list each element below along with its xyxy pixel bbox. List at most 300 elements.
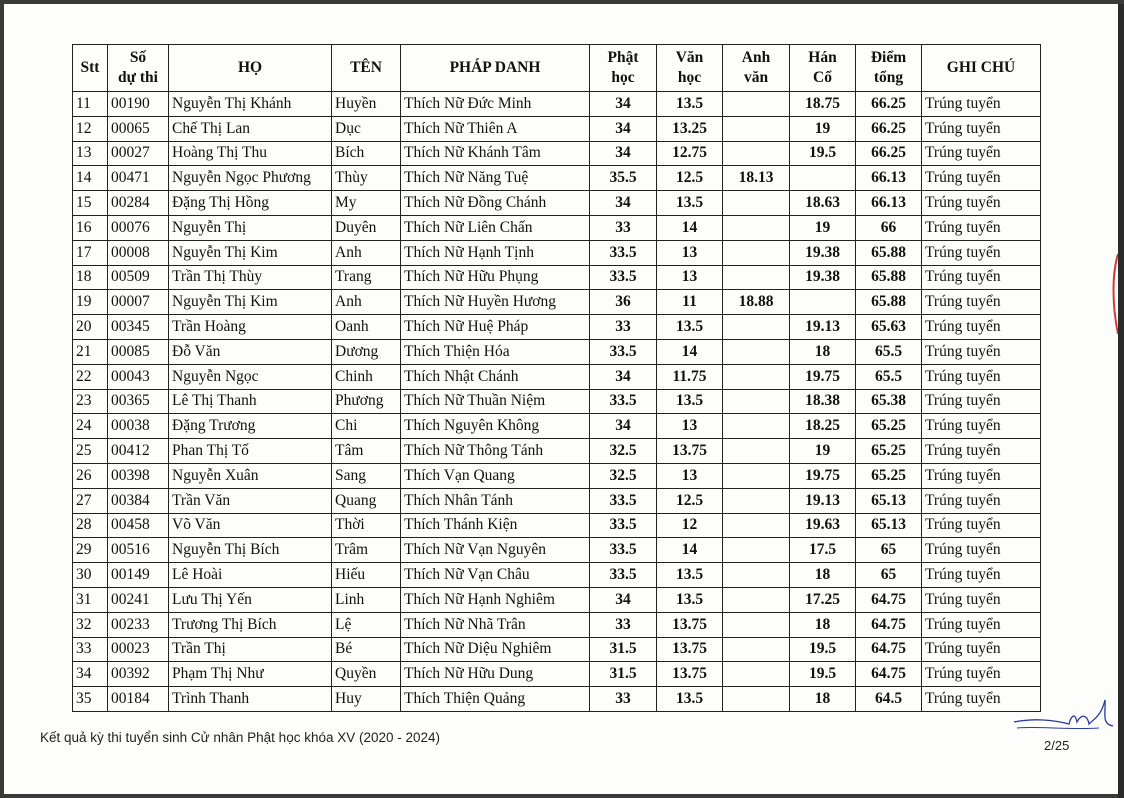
cell-van-hoc: 13.5 bbox=[657, 315, 723, 340]
cell-ghi-chu: Trúng tuyển bbox=[922, 637, 1041, 662]
cell-so-du-thi: 00471 bbox=[108, 166, 169, 191]
cell-diem-tong: 65.5 bbox=[856, 364, 922, 389]
cell-ten: Huy bbox=[332, 687, 401, 712]
cell-ho: Trần Thị Thùy bbox=[169, 265, 332, 290]
cell-ho: Phạm Thị Như bbox=[169, 662, 332, 687]
cell-phap-danh: Thích Nữ Liên Chấn bbox=[401, 215, 590, 240]
cell-stt: 15 bbox=[73, 191, 108, 216]
page-edge-shadow bbox=[1118, 4, 1124, 798]
cell-han-co: 19.5 bbox=[790, 662, 856, 687]
cell-ho: Lê Hoài bbox=[169, 563, 332, 588]
cell-anh-van: 18.13 bbox=[723, 166, 790, 191]
cell-phap-danh: Thích Thiện Quảng bbox=[401, 687, 590, 712]
cell-phat-hoc: 34 bbox=[590, 116, 657, 141]
cell-stt: 31 bbox=[73, 587, 108, 612]
cell-ho: Nguyễn Thị Kim bbox=[169, 290, 332, 315]
cell-phap-danh: Thích Nữ Thông Tánh bbox=[401, 439, 590, 464]
cell-ghi-chu: Trúng tuyển bbox=[922, 463, 1041, 488]
cell-phat-hoc: 34 bbox=[590, 141, 657, 166]
cell-van-hoc: 14 bbox=[657, 215, 723, 240]
cell-stt: 18 bbox=[73, 265, 108, 290]
cell-ghi-chu: Trúng tuyển bbox=[922, 116, 1041, 141]
table-row bbox=[73, 215, 1041, 240]
cell-so-du-thi: 00392 bbox=[108, 662, 169, 687]
cell-anh-van bbox=[723, 240, 790, 265]
cell-ghi-chu: Trúng tuyển bbox=[922, 166, 1041, 191]
cell-stt: 20 bbox=[73, 315, 108, 340]
cell-ho: Đỗ Văn bbox=[169, 339, 332, 364]
cell-ghi-chu: Trúng tuyển bbox=[922, 513, 1041, 538]
cell-ten: Tâm bbox=[332, 439, 401, 464]
cell-so-du-thi: 00398 bbox=[108, 463, 169, 488]
cell-anh-van bbox=[723, 687, 790, 712]
cell-van-hoc: 13.75 bbox=[657, 439, 723, 464]
cell-phat-hoc: 33.5 bbox=[590, 339, 657, 364]
cell-phat-hoc: 33.5 bbox=[590, 389, 657, 414]
cell-ten: Bích bbox=[332, 141, 401, 166]
cell-ten: Lệ bbox=[332, 612, 401, 637]
table-row bbox=[73, 364, 1041, 389]
cell-diem-tong: 65.63 bbox=[856, 315, 922, 340]
cell-stt: 35 bbox=[73, 687, 108, 712]
cell-ghi-chu: Trúng tuyển bbox=[922, 662, 1041, 687]
cell-so-du-thi: 00184 bbox=[108, 687, 169, 712]
cell-van-hoc: 13.5 bbox=[657, 587, 723, 612]
cell-ghi-chu: Trúng tuyển bbox=[922, 265, 1041, 290]
cell-ghi-chu: Trúng tuyển bbox=[922, 364, 1041, 389]
cell-han-co: 19.5 bbox=[790, 141, 856, 166]
cell-ho: Trần Thị bbox=[169, 637, 332, 662]
cell-ho: Trương Thị Bích bbox=[169, 612, 332, 637]
table-row bbox=[73, 563, 1041, 588]
cell-ghi-chu: Trúng tuyển bbox=[922, 92, 1041, 117]
cell-anh-van bbox=[723, 612, 790, 637]
cell-ten: Oanh bbox=[332, 315, 401, 340]
cell-ten: Trang bbox=[332, 265, 401, 290]
cell-phap-danh: Thích Nữ Huyền Hương bbox=[401, 290, 590, 315]
cell-han-co: 19.13 bbox=[790, 315, 856, 340]
cell-anh-van bbox=[723, 339, 790, 364]
cell-diem-tong: 64.5 bbox=[856, 687, 922, 712]
table-row bbox=[73, 612, 1041, 637]
cell-han-co: 19 bbox=[790, 116, 856, 141]
cell-stt: 34 bbox=[73, 662, 108, 687]
cell-phap-danh: Thích Nữ Huệ Pháp bbox=[401, 315, 590, 340]
cell-ghi-chu: Trúng tuyển bbox=[922, 191, 1041, 216]
cell-phat-hoc: 31.5 bbox=[590, 637, 657, 662]
cell-diem-tong: 65.13 bbox=[856, 488, 922, 513]
cell-ho: Nguyễn Ngọc bbox=[169, 364, 332, 389]
cell-anh-van bbox=[723, 637, 790, 662]
cell-so-du-thi: 00458 bbox=[108, 513, 169, 538]
cell-so-du-thi: 00412 bbox=[108, 439, 169, 464]
cell-diem-tong: 65.13 bbox=[856, 513, 922, 538]
cell-diem-tong: 65.25 bbox=[856, 463, 922, 488]
cell-anh-van bbox=[723, 116, 790, 141]
cell-han-co: 19 bbox=[790, 215, 856, 240]
cell-han-co: 19.75 bbox=[790, 364, 856, 389]
cell-phat-hoc: 33.5 bbox=[590, 488, 657, 513]
cell-phap-danh: Thích Nữ Hữu Dung bbox=[401, 662, 590, 687]
cell-phat-hoc: 34 bbox=[590, 364, 657, 389]
cell-so-du-thi: 00345 bbox=[108, 315, 169, 340]
table-row bbox=[73, 240, 1041, 265]
page-number: 2/25 bbox=[1044, 738, 1070, 753]
cell-ten: Hiếu bbox=[332, 563, 401, 588]
cell-so-du-thi: 00076 bbox=[108, 215, 169, 240]
table-row bbox=[73, 687, 1041, 712]
cell-anh-van bbox=[723, 662, 790, 687]
cell-phat-hoc: 33.5 bbox=[590, 538, 657, 563]
cell-ho: Trình Thanh bbox=[169, 687, 332, 712]
cell-han-co: 19.63 bbox=[790, 513, 856, 538]
cell-han-co: 19.38 bbox=[790, 265, 856, 290]
cell-ten: Huyền bbox=[332, 92, 401, 117]
cell-phap-danh: Thích Nữ Hữu Phụng bbox=[401, 265, 590, 290]
cell-van-hoc: 12.5 bbox=[657, 166, 723, 191]
cell-anh-van bbox=[723, 191, 790, 216]
cell-anh-van bbox=[723, 364, 790, 389]
cell-ho: Nguyễn Thị bbox=[169, 215, 332, 240]
cell-ten: Chinh bbox=[332, 364, 401, 389]
cell-phap-danh: Thích Nữ Hạnh Tịnh bbox=[401, 240, 590, 265]
cell-phat-hoc: 33.5 bbox=[590, 240, 657, 265]
cell-so-du-thi: 00043 bbox=[108, 364, 169, 389]
cell-stt: 28 bbox=[73, 513, 108, 538]
cell-stt: 33 bbox=[73, 637, 108, 662]
cell-han-co: 18 bbox=[790, 339, 856, 364]
cell-phat-hoc: 33.5 bbox=[590, 563, 657, 588]
col-header-so-du-thi: Số dự thi bbox=[108, 45, 169, 92]
cell-anh-van bbox=[723, 488, 790, 513]
cell-ghi-chu: Trúng tuyển bbox=[922, 414, 1041, 439]
table-row bbox=[73, 538, 1041, 563]
cell-so-du-thi: 00008 bbox=[108, 240, 169, 265]
cell-ho: Hoàng Thị Thu bbox=[169, 141, 332, 166]
cell-ten: Thùy bbox=[332, 166, 401, 191]
cell-han-co: 18 bbox=[790, 687, 856, 712]
cell-han-co: 18.75 bbox=[790, 92, 856, 117]
cell-phat-hoc: 33.5 bbox=[590, 513, 657, 538]
cell-han-co: 18.38 bbox=[790, 389, 856, 414]
col-header-ghi-chu: GHI CHÚ bbox=[922, 45, 1041, 92]
cell-han-co: 18 bbox=[790, 563, 856, 588]
cell-phap-danh: Thích Nữ Hạnh Nghiêm bbox=[401, 587, 590, 612]
cell-ten: Linh bbox=[332, 587, 401, 612]
cell-ghi-chu: Trúng tuyển bbox=[922, 563, 1041, 588]
table-row bbox=[73, 92, 1041, 117]
cell-phat-hoc: 33 bbox=[590, 687, 657, 712]
cell-van-hoc: 13.25 bbox=[657, 116, 723, 141]
cell-stt: 25 bbox=[73, 439, 108, 464]
cell-han-co: 19.5 bbox=[790, 637, 856, 662]
table-row bbox=[73, 414, 1041, 439]
cell-ten: Bé bbox=[332, 637, 401, 662]
cell-phap-danh: Thích Nữ Thuần Niệm bbox=[401, 389, 590, 414]
cell-phap-danh: Thích Nữ Vạn Châu bbox=[401, 563, 590, 588]
cell-diem-tong: 65.38 bbox=[856, 389, 922, 414]
cell-stt: 11 bbox=[73, 92, 108, 117]
cell-ten: Anh bbox=[332, 290, 401, 315]
cell-van-hoc: 12.5 bbox=[657, 488, 723, 513]
cell-diem-tong: 66.13 bbox=[856, 166, 922, 191]
cell-van-hoc: 13 bbox=[657, 240, 723, 265]
cell-diem-tong: 66 bbox=[856, 215, 922, 240]
cell-van-hoc: 13.5 bbox=[657, 92, 723, 117]
cell-so-du-thi: 00065 bbox=[108, 116, 169, 141]
cell-stt: 13 bbox=[73, 141, 108, 166]
cell-han-co: 17.5 bbox=[790, 538, 856, 563]
cell-ten: Dục bbox=[332, 116, 401, 141]
cell-van-hoc: 13 bbox=[657, 463, 723, 488]
table-row bbox=[73, 290, 1041, 315]
cell-stt: 26 bbox=[73, 463, 108, 488]
cell-van-hoc: 13.5 bbox=[657, 191, 723, 216]
cell-diem-tong: 66.25 bbox=[856, 92, 922, 117]
cell-diem-tong: 64.75 bbox=[856, 662, 922, 687]
cell-anh-van bbox=[723, 513, 790, 538]
cell-phat-hoc: 33 bbox=[590, 315, 657, 340]
cell-anh-van bbox=[723, 463, 790, 488]
cell-stt: 21 bbox=[73, 339, 108, 364]
cell-ghi-chu: Trúng tuyển bbox=[922, 612, 1041, 637]
cell-so-du-thi: 00516 bbox=[108, 538, 169, 563]
cell-ten: Dương bbox=[332, 339, 401, 364]
cell-van-hoc: 14 bbox=[657, 339, 723, 364]
cell-ten: Duyên bbox=[332, 215, 401, 240]
cell-van-hoc: 13.75 bbox=[657, 612, 723, 637]
cell-phap-danh: Thích Nhật Chánh bbox=[401, 364, 590, 389]
cell-anh-van bbox=[723, 141, 790, 166]
cell-diem-tong: 65.88 bbox=[856, 265, 922, 290]
cell-diem-tong: 66.13 bbox=[856, 191, 922, 216]
cell-phat-hoc: 36 bbox=[590, 290, 657, 315]
cell-ghi-chu: Trúng tuyển bbox=[922, 240, 1041, 265]
cell-so-du-thi: 00038 bbox=[108, 414, 169, 439]
col-header-diem-tong: Điểm tổng bbox=[856, 45, 922, 92]
cell-so-du-thi: 00085 bbox=[108, 339, 169, 364]
cell-ghi-chu: Trúng tuyển bbox=[922, 339, 1041, 364]
cell-ghi-chu: Trúng tuyển bbox=[922, 389, 1041, 414]
cell-diem-tong: 64.75 bbox=[856, 587, 922, 612]
cell-han-co: 19.75 bbox=[790, 463, 856, 488]
cell-so-du-thi: 00190 bbox=[108, 92, 169, 117]
cell-so-du-thi: 00365 bbox=[108, 389, 169, 414]
cell-phap-danh: Thích Nữ Thiên A bbox=[401, 116, 590, 141]
cell-diem-tong: 65.88 bbox=[856, 290, 922, 315]
cell-phat-hoc: 33.5 bbox=[590, 265, 657, 290]
cell-ho: Nguyễn Xuân bbox=[169, 463, 332, 488]
cell-phap-danh: Thích Nữ Vạn Nguyên bbox=[401, 538, 590, 563]
cell-van-hoc: 14 bbox=[657, 538, 723, 563]
table-header-row bbox=[73, 45, 1041, 92]
cell-phap-danh: Thích Nữ Đức Minh bbox=[401, 92, 590, 117]
cell-ten: My bbox=[332, 191, 401, 216]
cell-so-du-thi: 00233 bbox=[108, 612, 169, 637]
cell-van-hoc: 13 bbox=[657, 414, 723, 439]
cell-diem-tong: 64.75 bbox=[856, 637, 922, 662]
cell-van-hoc: 13.75 bbox=[657, 637, 723, 662]
cell-anh-van bbox=[723, 92, 790, 117]
cell-stt: 16 bbox=[73, 215, 108, 240]
cell-diem-tong: 65 bbox=[856, 563, 922, 588]
cell-han-co: 19.38 bbox=[790, 240, 856, 265]
cell-han-co: 18.63 bbox=[790, 191, 856, 216]
cell-so-du-thi: 00149 bbox=[108, 563, 169, 588]
cell-ghi-chu: Trúng tuyển bbox=[922, 439, 1041, 464]
cell-anh-van bbox=[723, 439, 790, 464]
table-row bbox=[73, 191, 1041, 216]
cell-han-co: 17.25 bbox=[790, 587, 856, 612]
cell-ghi-chu: Trúng tuyển bbox=[922, 215, 1041, 240]
cell-anh-van bbox=[723, 538, 790, 563]
cell-phap-danh: Thích Nhân Tánh bbox=[401, 488, 590, 513]
cell-so-du-thi: 00007 bbox=[108, 290, 169, 315]
cell-phap-danh: Thích Nữ Diệu Nghiêm bbox=[401, 637, 590, 662]
cell-van-hoc: 13.75 bbox=[657, 662, 723, 687]
cell-ten: Thời bbox=[332, 513, 401, 538]
table-row bbox=[73, 389, 1041, 414]
cell-ghi-chu: Trúng tuyển bbox=[922, 587, 1041, 612]
cell-ghi-chu: Trúng tuyển bbox=[922, 488, 1041, 513]
cell-han-co: 19.13 bbox=[790, 488, 856, 513]
cell-van-hoc: 13.5 bbox=[657, 687, 723, 712]
cell-anh-van bbox=[723, 265, 790, 290]
cell-stt: 23 bbox=[73, 389, 108, 414]
cell-ho: Lê Thị Thanh bbox=[169, 389, 332, 414]
cell-anh-van bbox=[723, 414, 790, 439]
cell-phap-danh: Thích Vạn Quang bbox=[401, 463, 590, 488]
cell-anh-van bbox=[723, 389, 790, 414]
cell-van-hoc: 11.75 bbox=[657, 364, 723, 389]
cell-so-du-thi: 00241 bbox=[108, 587, 169, 612]
cell-ho: Đặng Thị Hồng bbox=[169, 191, 332, 216]
cell-stt: 27 bbox=[73, 488, 108, 513]
cell-ho: Lưu Thị Yến bbox=[169, 587, 332, 612]
cell-so-du-thi: 00384 bbox=[108, 488, 169, 513]
cell-ho: Phan Thị Tố bbox=[169, 439, 332, 464]
cell-van-hoc: 11 bbox=[657, 290, 723, 315]
cell-ho: Trần Hoàng bbox=[169, 315, 332, 340]
table-row bbox=[73, 662, 1041, 687]
cell-ten: Quang bbox=[332, 488, 401, 513]
cell-stt: 22 bbox=[73, 364, 108, 389]
cell-phap-danh: Thích Thánh Kiện bbox=[401, 513, 590, 538]
cell-han-co bbox=[790, 166, 856, 191]
cell-ghi-chu: Trúng tuyển bbox=[922, 687, 1041, 712]
cell-phat-hoc: 34 bbox=[590, 414, 657, 439]
table-row bbox=[73, 513, 1041, 538]
table-row bbox=[73, 488, 1041, 513]
table-row bbox=[73, 141, 1041, 166]
cell-phap-danh: Thích Nữ Nhã Trân bbox=[401, 612, 590, 637]
col-header-han-co: Hán Cổ bbox=[790, 45, 856, 92]
cell-van-hoc: 12 bbox=[657, 513, 723, 538]
cell-phat-hoc: 34 bbox=[590, 191, 657, 216]
cell-stt: 14 bbox=[73, 166, 108, 191]
cell-phap-danh: Thích Nguyên Không bbox=[401, 414, 590, 439]
cell-ho: Nguyễn Thị Bích bbox=[169, 538, 332, 563]
cell-ho: Trần Văn bbox=[169, 488, 332, 513]
cell-ten: Sang bbox=[332, 463, 401, 488]
table-row bbox=[73, 637, 1041, 662]
cell-so-du-thi: 00509 bbox=[108, 265, 169, 290]
col-header-phat-hoc: Phật học bbox=[590, 45, 657, 92]
table-row bbox=[73, 339, 1041, 364]
cell-stt: 17 bbox=[73, 240, 108, 265]
results-table bbox=[72, 44, 1041, 712]
cell-anh-van bbox=[723, 315, 790, 340]
cell-ho: Nguyễn Thị Khánh bbox=[169, 92, 332, 117]
cell-han-co: 19 bbox=[790, 439, 856, 464]
cell-anh-van bbox=[723, 215, 790, 240]
cell-phat-hoc: 34 bbox=[590, 587, 657, 612]
cell-ghi-chu: Trúng tuyển bbox=[922, 538, 1041, 563]
table-row bbox=[73, 463, 1041, 488]
cell-ten: Trâm bbox=[332, 538, 401, 563]
cell-ho: Võ Văn bbox=[169, 513, 332, 538]
cell-phap-danh: Thích Nữ Năng Tuệ bbox=[401, 166, 590, 191]
cell-ten: Chi bbox=[332, 414, 401, 439]
cell-ten: Phương bbox=[332, 389, 401, 414]
cell-ghi-chu: Trúng tuyển bbox=[922, 290, 1041, 315]
footer-caption: Kết quả kỳ thi tuyển sinh Cử nhân Phật học khóa XV (2020 - 2024) bbox=[40, 730, 441, 745]
cell-van-hoc: 13.5 bbox=[657, 389, 723, 414]
cell-stt: 29 bbox=[73, 538, 108, 563]
table-row bbox=[73, 166, 1041, 191]
cell-phat-hoc: 35.5 bbox=[590, 166, 657, 191]
cell-ten: Quyền bbox=[332, 662, 401, 687]
cell-ho: Chế Thị Lan bbox=[169, 116, 332, 141]
table-row bbox=[73, 587, 1041, 612]
table-row bbox=[73, 439, 1041, 464]
signature-icon bbox=[1009, 694, 1118, 744]
cell-phap-danh: Thích Nữ Đồng Chánh bbox=[401, 191, 590, 216]
cell-ten: Anh bbox=[332, 240, 401, 265]
cell-phap-danh: Thích Thiện Hóa bbox=[401, 339, 590, 364]
cell-diem-tong: 65.25 bbox=[856, 439, 922, 464]
col-header-van-hoc: Văn học bbox=[657, 45, 723, 92]
cell-phat-hoc: 34 bbox=[590, 92, 657, 117]
cell-stt: 24 bbox=[73, 414, 108, 439]
cell-stt: 19 bbox=[73, 290, 108, 315]
cell-diem-tong: 65 bbox=[856, 538, 922, 563]
cell-stt: 32 bbox=[73, 612, 108, 637]
table-row bbox=[73, 265, 1041, 290]
cell-phat-hoc: 33 bbox=[590, 215, 657, 240]
cell-anh-van bbox=[723, 587, 790, 612]
cell-diem-tong: 65.25 bbox=[856, 414, 922, 439]
col-header-phap-danh: PHÁP DANH bbox=[401, 45, 590, 92]
cell-diem-tong: 66.25 bbox=[856, 116, 922, 141]
cell-han-co bbox=[790, 290, 856, 315]
cell-van-hoc: 13.5 bbox=[657, 563, 723, 588]
cell-anh-van bbox=[723, 563, 790, 588]
cell-so-du-thi: 00027 bbox=[108, 141, 169, 166]
col-header-anh-van: Anh văn bbox=[723, 45, 790, 92]
cell-anh-van: 18.88 bbox=[723, 290, 790, 315]
col-header-ten: TÊN bbox=[332, 45, 401, 92]
cell-ho: Nguyễn Thị Kim bbox=[169, 240, 332, 265]
col-header-stt: Stt bbox=[73, 45, 108, 92]
cell-ho: Đặng Trương bbox=[169, 414, 332, 439]
cell-so-du-thi: 00284 bbox=[108, 191, 169, 216]
cell-diem-tong: 65.5 bbox=[856, 339, 922, 364]
cell-phat-hoc: 32.5 bbox=[590, 439, 657, 464]
col-header-ho: HỌ bbox=[169, 45, 332, 92]
cell-ghi-chu: Trúng tuyển bbox=[922, 141, 1041, 166]
cell-han-co: 18.25 bbox=[790, 414, 856, 439]
